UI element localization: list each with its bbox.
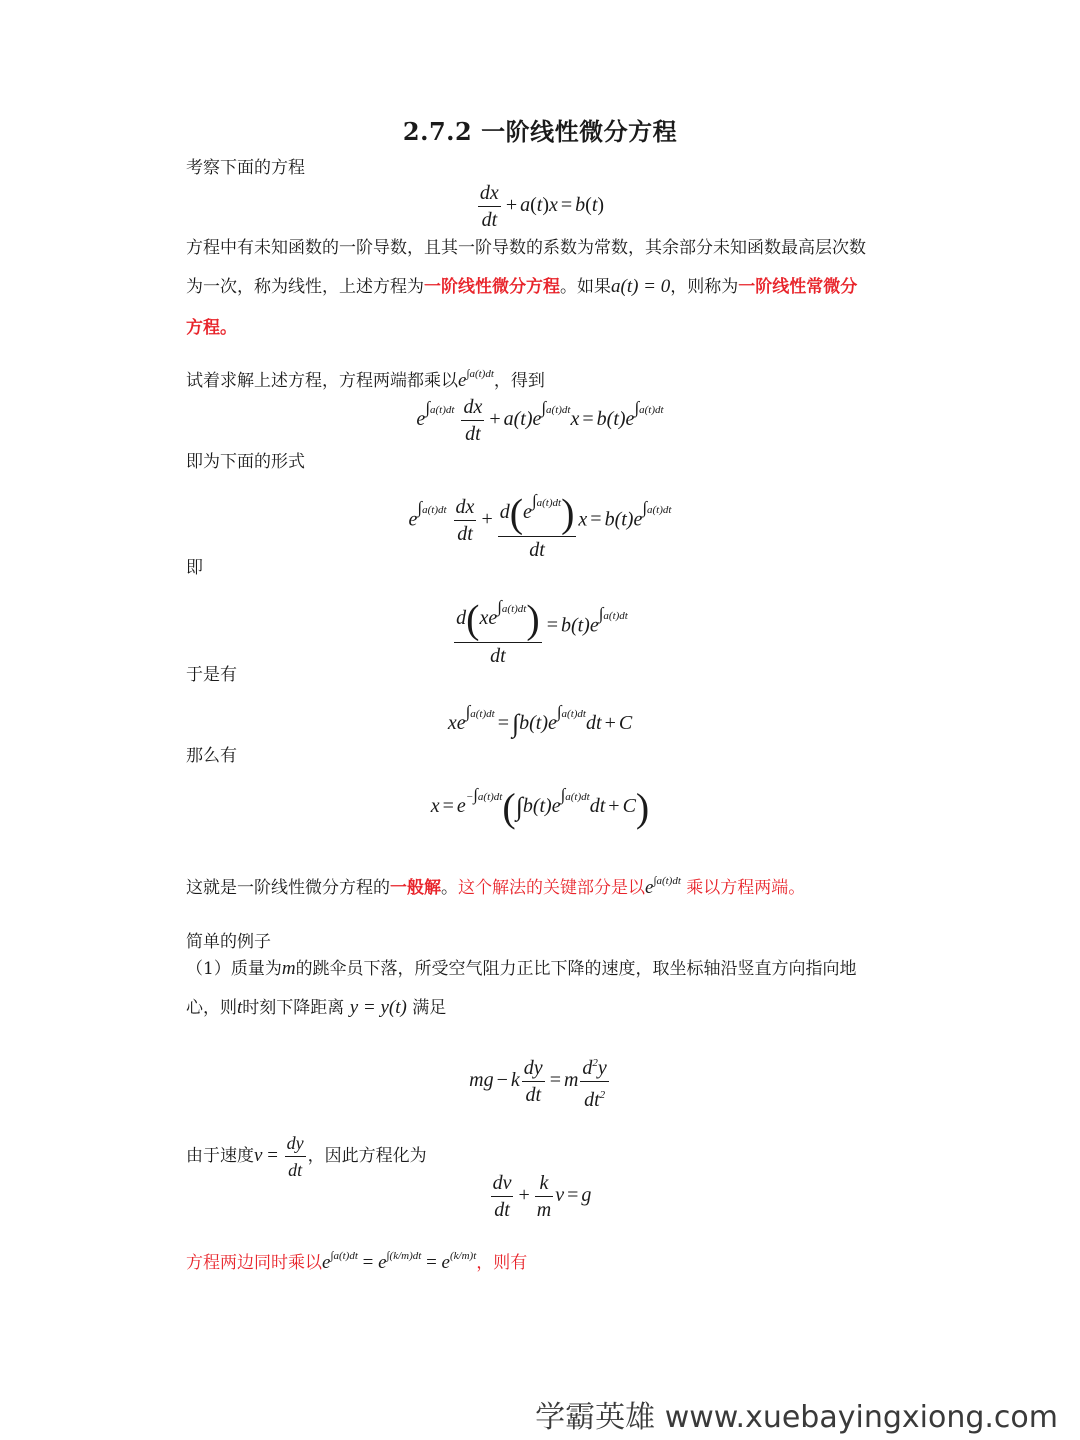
paragraph: 那么有 bbox=[186, 746, 237, 766]
paragraph: 于是有 bbox=[186, 665, 237, 685]
paragraph: 心，则t时刻下降距离 y = y(t) 满足 bbox=[186, 997, 447, 1018]
equation-3: $e^{\int a(t)dt}$ $\frac{dx}{dt}$ + $\frac{d(e^{\int a(t)dt})}{dt}$ $x = b(t)e^{\int a(t)dt}$ bbox=[0, 478, 1080, 563]
paragraph: 这就是一阶线性微分方程的一般解。这个解法的关键部分是以$e^{\int a(t)dt}$ 乘以方程两端。 bbox=[186, 875, 806, 898]
paragraph: 即 bbox=[186, 558, 203, 578]
equation-2: $e^{\int a(t)dt}$ $\frac{dx}{dt}$ + $a(t)e^{\int a(t)dt}x = b(t)e^{\int a(t)dt}$ bbox=[416, 396, 664, 445]
paragraph: 考察下面的方程 bbox=[186, 158, 305, 178]
paragraph: （1）质量为m的跳伞员下落，所受空气阻力正比下降的速度，取坐标轴沿竖直方向指向地 bbox=[186, 958, 857, 979]
paragraph: 试着求解上述方程，方程两端都乘以$e^{\int a(t)dt}$，得到 bbox=[186, 368, 545, 391]
paragraph: 方程。 bbox=[186, 318, 237, 338]
paragraph: 由于速度v = $\frac{dy}{dt}$ ，因此方程化为 bbox=[186, 1130, 427, 1183]
equation-8: $\frac{dv}{dt}$ + $\frac{k}{m}$ v = g bbox=[492, 1172, 592, 1221]
watermark: 学霸英雄 www.xuebayingxiong.com bbox=[535, 1400, 1058, 1435]
paragraph: 简单的例子 bbox=[186, 932, 271, 952]
paragraph: 即为下面的形式 bbox=[186, 452, 305, 472]
paragraph: 为一次，称为线性，上述方程为一阶线性微分方程。如果a(t) = 0，则称为一阶线性常微分 bbox=[186, 276, 858, 297]
equation-4: $\frac{d(xe^{\int a(t)dt})}{dt}$ = $b(t)e^{\int a(t)dt}$ bbox=[0, 584, 1080, 669]
paragraph: 方程中有未知函数的一阶导数，且其一阶导数的系数为常数，其余部分未知函数最高层次数 bbox=[186, 238, 866, 258]
paragraph: 方程两边同时乘以$e^{\int a(t)dt} = e^{\int(k/m)dt} = e^{(k/m)t}$，则有 bbox=[186, 1250, 528, 1273]
equation-1: $\frac{dx}{dt}$ + a(t)x = b(t) bbox=[479, 182, 605, 231]
inline-math: a(t) = 0 bbox=[611, 276, 671, 297]
section-title: 2.7.2 一阶线性微分方程 bbox=[402, 117, 678, 146]
equation-5: $xe^{\int a(t)dt} = \int b(t)e^{\int a(t)dt}dt + C$ bbox=[447, 702, 633, 738]
equation-7: mg − k $\frac{dy}{dt}$ = m $\frac{d^2y}{dt^2}$ bbox=[0, 1050, 1080, 1113]
equation-6: $x = e^{-\int a(t)dt}(\int b(t)e^{\int a(t)dt}dt + C)$ bbox=[430, 785, 650, 830]
